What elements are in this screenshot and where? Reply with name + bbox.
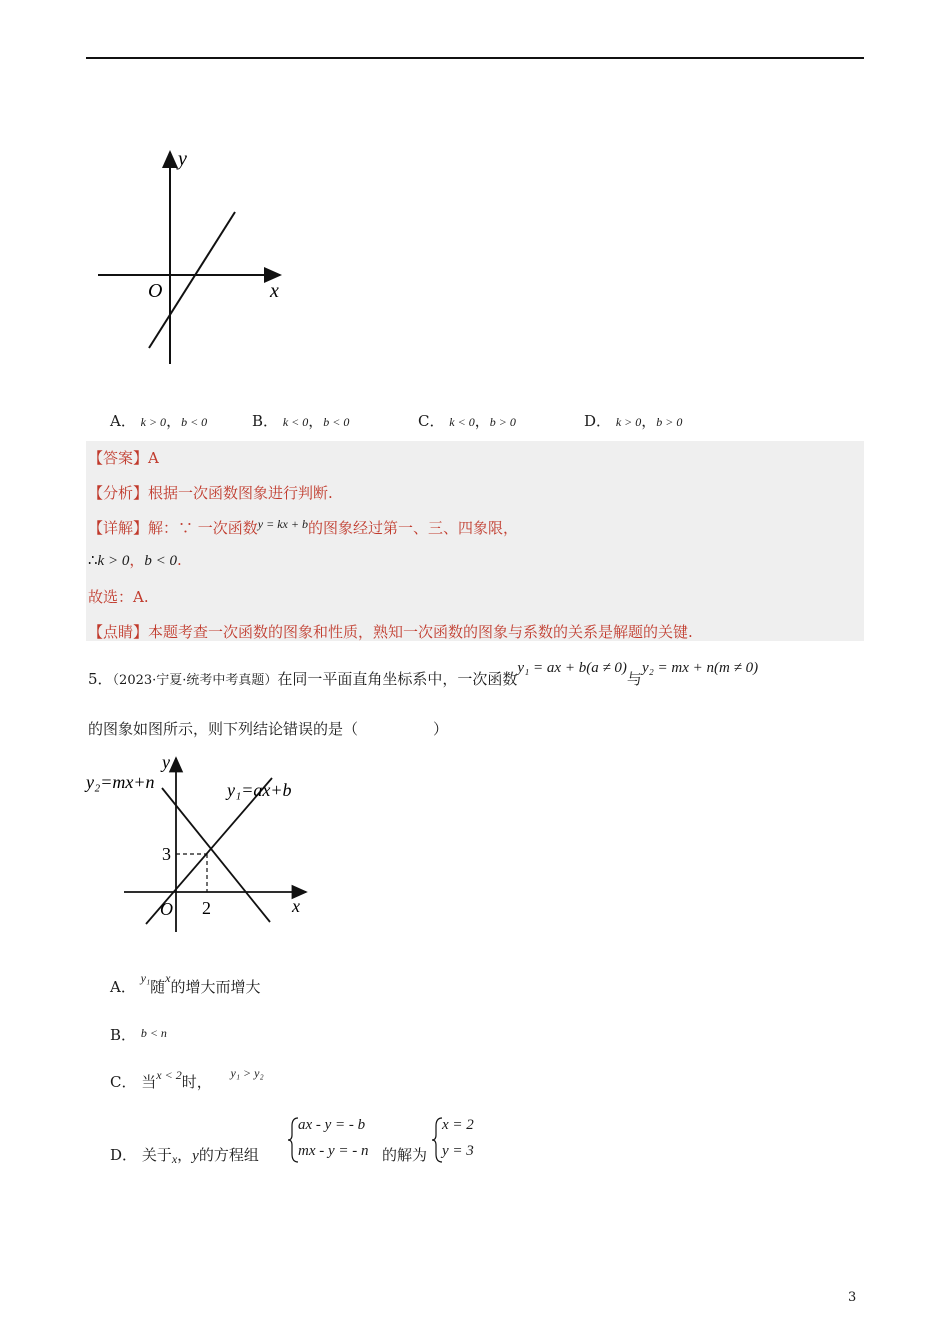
therefore-sep: ， — [129, 551, 145, 569]
q5-d-sol2: y = 3 — [442, 1143, 474, 1159]
q5-option-b[interactable] — [110, 1024, 167, 1045]
therefore-k: k > 0 — [97, 553, 130, 569]
q4-analysis-box — [86, 441, 864, 641]
stem-conj: 与 — [626, 670, 642, 688]
option-text-2: 的增大而增大 — [170, 978, 261, 996]
q5-d-sol1: x = 2 — [442, 1117, 474, 1133]
option-letter: B． — [252, 412, 279, 430]
option-text-1: 当 — [141, 1073, 157, 1091]
question-number: 5． — [88, 670, 113, 688]
option-letter: D． — [110, 1146, 138, 1164]
therefore-b: b < 0 — [144, 553, 177, 569]
xiangjie-label: 【详解】 — [88, 519, 149, 537]
question-source: （2023·宁夏·统考中考真题） — [112, 673, 278, 688]
q4-dianjing-line — [88, 621, 693, 642]
q4-xiangjie-line — [88, 517, 518, 538]
option-sep: ， — [177, 1146, 193, 1164]
xiangjie-pre: 解：∵ 一次函数 — [148, 519, 258, 537]
option-conclusion: y₁ > y₂ — [230, 1066, 264, 1080]
option-b: b < 0 — [323, 415, 350, 429]
answer-value: A — [148, 449, 159, 467]
formula-y1: y₁ = ax + b(a ≠ 0) — [517, 660, 627, 676]
option-sep: ， — [166, 412, 182, 430]
dianjing-label: 【点睛】 — [88, 623, 149, 641]
option-letter: C． — [110, 1073, 137, 1091]
q4-option-c[interactable] — [418, 410, 516, 431]
q4-option-a[interactable] — [110, 410, 207, 431]
xiangjie-formula: y = kx + b — [257, 517, 308, 531]
q5-option-a[interactable] — [110, 971, 261, 997]
q5-d-eq2: mx - y = - n — [298, 1143, 369, 1159]
q5-graph — [84, 748, 324, 938]
option-k: k > 0 — [140, 415, 167, 429]
therefore-end: . — [176, 551, 182, 569]
option-y: y — [192, 1148, 199, 1164]
option-letter: C． — [418, 412, 445, 430]
q5-d-eq1: ax - y = - b — [298, 1117, 366, 1133]
option-text-2: 的方程组 — [198, 1146, 259, 1164]
option-k: k < 0 — [282, 415, 309, 429]
q5-y-label: y — [162, 752, 170, 772]
option-sep: ， — [474, 412, 490, 430]
stem-text-1: 在同一平面直角坐标系中，一次函数 — [277, 670, 518, 688]
option-text-1: 随 — [150, 978, 166, 996]
option-condition: x < 2 — [156, 1068, 182, 1082]
option-k: k < 0 — [449, 415, 475, 429]
q5-stem-line1 — [88, 660, 759, 689]
option-b: b < 0 — [181, 415, 208, 429]
q5-x-label: x — [292, 896, 300, 916]
q5-tick-y-3: 3 — [162, 844, 171, 864]
option-sep: ， — [641, 412, 657, 430]
q5-d-text-3: 的解为 — [382, 1146, 428, 1164]
page-number: 3 — [848, 1290, 857, 1305]
option-letter: B． — [110, 1026, 137, 1044]
q5-origin-label: O — [160, 899, 173, 919]
option-k: k > 0 — [615, 415, 642, 429]
fenxi-text: 根据一次函数图象进行判断. — [148, 484, 333, 502]
q5-option-c[interactable] — [110, 1066, 264, 1092]
therefore-symbol: ∴ — [88, 551, 98, 569]
q5-tick-x-2: 2 — [202, 898, 211, 918]
q4-x-label: x — [270, 280, 279, 302]
q4-option-d[interactable] — [584, 410, 682, 431]
formula-y2: y₂ = mx + n(m ≠ 0) — [641, 660, 759, 676]
q4-therefore-line — [88, 549, 182, 570]
q4-fenxi-line — [88, 482, 333, 503]
option-x: x — [171, 1152, 178, 1166]
q5-line-y2 — [162, 788, 270, 922]
option-letter: A． — [110, 978, 136, 996]
option-b: b > 0 — [656, 415, 683, 429]
q4-y-label: y — [178, 148, 187, 170]
q4-option-b[interactable] — [252, 410, 349, 431]
q5-label-y1: y₁=ax+b — [227, 780, 292, 800]
option-text-2: 时， — [181, 1073, 212, 1091]
q5-stem-line2: 的图象如图所示，则下列结论错误的是（ ） — [88, 720, 449, 738]
q5-option-d[interactable] — [110, 1144, 259, 1165]
option-sep: ， — [308, 412, 324, 430]
option-x: x — [165, 971, 171, 985]
q4-graph — [90, 140, 300, 370]
option-text-1: 关于 — [141, 1146, 172, 1164]
q4-choose-line: 故选：A. — [88, 588, 149, 606]
header-rule — [86, 57, 864, 59]
q4-origin-label: O — [148, 280, 163, 302]
option-y1: y₁ — [140, 971, 151, 985]
option-expression: b < n — [140, 1026, 167, 1040]
option-letter: D． — [584, 412, 612, 430]
option-letter: A． — [110, 412, 136, 430]
q5-label-y2: y₂=mx+n — [86, 772, 155, 792]
q4-answer-line — [88, 447, 159, 468]
option-b: b > 0 — [489, 415, 516, 429]
xiangjie-post: 的图象经过第一、三、四象限， — [307, 519, 518, 537]
answer-label: 【答案】 — [88, 449, 149, 467]
dianjing-text: 本题考查一次函数的图象和性质，熟知一次函数的图象与系数的关系是解题的关键. — [148, 623, 693, 641]
fenxi-label: 【分析】 — [88, 484, 149, 502]
